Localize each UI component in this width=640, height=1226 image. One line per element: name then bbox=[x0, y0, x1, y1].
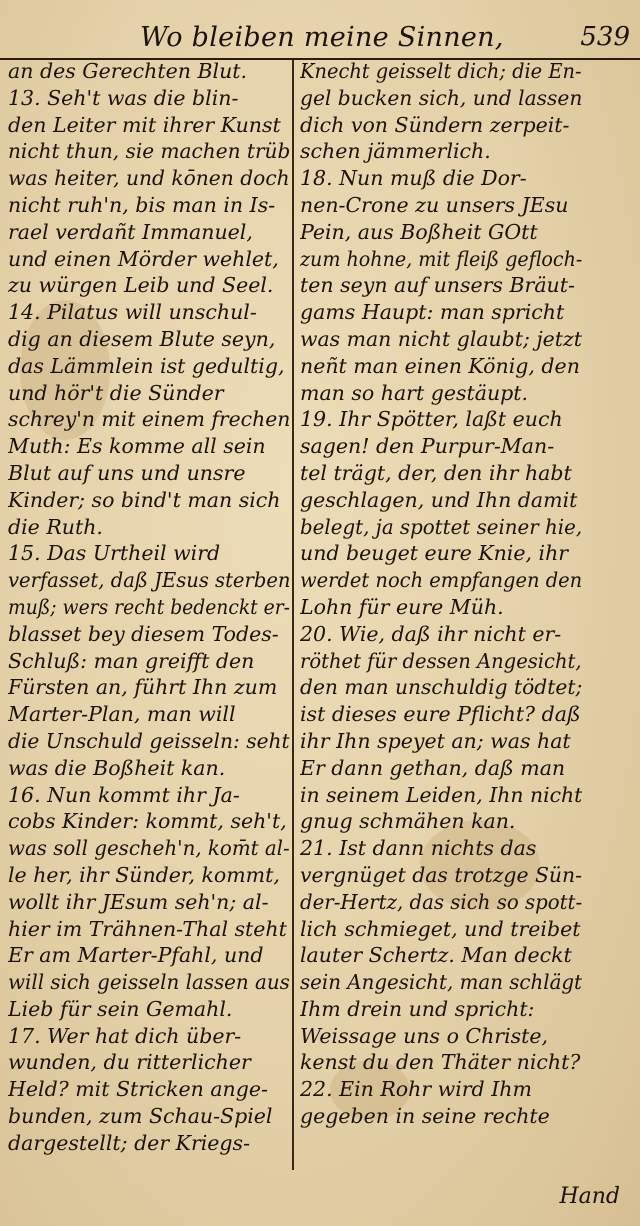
text-line: 13. Seh't was die blin- bbox=[8, 85, 239, 110]
text-line: bunden, zum Schau-Spiel bbox=[8, 1104, 273, 1129]
text-line: was heiter, und kōnen doch bbox=[8, 166, 290, 191]
text-line: nen-Crone zu unsers JEsu bbox=[300, 192, 569, 217]
text-line: neñt man einen König, den bbox=[300, 353, 580, 378]
left-column bbox=[8, 58, 290, 1178]
text-line: nicht ruh'n, bis man in Is- bbox=[8, 192, 276, 217]
text-line: 19. Ihr Spötter, laßt euch bbox=[300, 407, 563, 432]
text-line: und einen Mörder wehlet, bbox=[8, 246, 279, 271]
text-line: 14. Pilatus will unschul- bbox=[8, 300, 257, 325]
page-number: 539 bbox=[580, 22, 630, 52]
right-column bbox=[300, 58, 582, 1178]
page-header bbox=[0, 18, 640, 58]
text-line: blasset bey diesem Todes- bbox=[8, 621, 279, 646]
text-line: dig an diesem Blute seyn, bbox=[8, 326, 276, 351]
text-line: Schluß: man greifft den bbox=[8, 648, 255, 673]
text-line: man so hart gestäupt. bbox=[300, 380, 529, 405]
text-line: werdet noch empfangen den bbox=[300, 568, 582, 593]
text-line: röthet für dessen Angesicht, bbox=[300, 648, 582, 673]
text-line: verfasset, daß JEsus sterben bbox=[8, 568, 291, 593]
text-line: kenst du den Thäter nicht? bbox=[300, 1050, 581, 1075]
text-line: nicht thun, sie machen trüb bbox=[8, 139, 290, 164]
text-line: Er dann gethan, daß man bbox=[300, 755, 566, 780]
text-line: ten seyn auf unsers Bräut- bbox=[300, 273, 575, 298]
text-line: lauter Schertz. Man deckt bbox=[300, 943, 572, 968]
text-line: gnug schmähen kan. bbox=[300, 809, 516, 834]
text-line: gams Haupt: man spricht bbox=[300, 300, 565, 325]
text-line: muß; wers recht bedenckt er- bbox=[8, 594, 291, 619]
text-line: 17. Wer hat dich über- bbox=[8, 1023, 242, 1048]
text-line: gel bucken sich, und lassen bbox=[300, 85, 582, 110]
text-line: sein Angesicht, man schlägt bbox=[300, 970, 583, 995]
text-line: den man unschuldig tödtet; bbox=[300, 675, 582, 700]
text-line: 21. Ist dann nichts das bbox=[300, 836, 537, 861]
text-line: Marter-Plan, man will bbox=[8, 702, 236, 727]
text-line: Kinder; so bind't man sich bbox=[8, 487, 281, 512]
text-line: in seinem Leiden, Ihn nicht bbox=[300, 782, 583, 807]
text-line: vergnüget das trotzge Sün- bbox=[300, 862, 583, 887]
text-line: 15. Das Urtheil wird bbox=[8, 541, 221, 566]
text-line: was soll gescheh'n, kom̄t al- bbox=[8, 836, 290, 861]
text-line: schen jämmerlich. bbox=[300, 139, 491, 164]
text-line: Muth: Es komme all sein bbox=[8, 434, 266, 459]
text-line: der-Hertz, das sich so spott- bbox=[300, 889, 582, 914]
text-line: dargestellt; der Kriegs- bbox=[8, 1130, 251, 1155]
text-line: die Unschuld geisseln: seht bbox=[8, 728, 290, 753]
text-line: Lieb für sein Gemahl. bbox=[8, 996, 233, 1021]
text-line: tel trägt, der, den ihr habt bbox=[300, 460, 572, 485]
text-line: ihr Ihn speyet an; was hat bbox=[300, 728, 571, 753]
text-line: belegt, ja spottet seiner hie, bbox=[300, 514, 583, 539]
text-line: sagen! den Purpur-Man- bbox=[300, 434, 555, 459]
text-line: Ihm drein und spricht: bbox=[300, 996, 535, 1021]
text-line: Lohn für eure Müh. bbox=[300, 594, 504, 619]
text-line: rael verdañt Immanuel, bbox=[8, 219, 253, 244]
text-line: lich schmieget, und treibet bbox=[300, 916, 581, 941]
text-line: wollt ihr JEsum seh'n; al- bbox=[8, 889, 269, 914]
text-line: Pein, aus Boßheit GOtt bbox=[300, 219, 538, 244]
text-line: le her, ihr Sünder, kommt, bbox=[8, 862, 280, 887]
text-line: Er am Marter-Pfahl, und bbox=[8, 943, 264, 968]
text-line: 18. Nun muß die Dor- bbox=[300, 166, 527, 191]
text-line: will sich geisseln lassen aus bbox=[8, 970, 290, 995]
text-line: was man nicht glaubt; jetzt bbox=[300, 326, 582, 351]
text-line: gegeben in seine rechte bbox=[300, 1104, 550, 1129]
text-line: 16. Nun kommt ihr Ja- bbox=[8, 782, 240, 807]
text-line: Held? mit Stricken ange- bbox=[8, 1077, 268, 1102]
text-line: die Ruth. bbox=[8, 514, 103, 539]
text-line: ist dieses eure Pflicht? daß bbox=[300, 702, 581, 727]
text-line: das Lämmlein ist gedultig, bbox=[8, 353, 285, 378]
text-line: cobs Kinder: kommt, seh't, bbox=[8, 809, 287, 834]
column-divider bbox=[292, 60, 294, 1170]
text-line: und beuget eure Knie, ihr bbox=[300, 541, 569, 566]
text-line: Knecht geisselt dich; die En- bbox=[300, 59, 582, 83]
text-line: Fürsten an, führt Ihn zum bbox=[8, 675, 278, 700]
running-title: Wo bleiben meine Sinnen, bbox=[140, 22, 504, 53]
text-line: an des Gerechten Blut. bbox=[8, 59, 248, 83]
text-line: 20. Wie, daß ihr nicht er- bbox=[300, 621, 562, 646]
text-line: schrey'n mit einem frechen bbox=[8, 407, 291, 432]
text-line: was die Boßheit kan. bbox=[8, 755, 226, 780]
text-line: Blut auf uns und unsre bbox=[8, 460, 246, 485]
text-line: 22. Ein Rohr wird Ihm bbox=[300, 1077, 532, 1102]
text-line: den Leiter mit ihrer Kunst bbox=[8, 112, 281, 137]
text-line: geschlagen, und Ihn damit bbox=[300, 487, 578, 512]
text-line: und hör't die Sünder bbox=[8, 380, 224, 405]
text-line: zum hohne, mit fleiß gefloch- bbox=[300, 246, 583, 271]
text-line: Weissage uns o Christe, bbox=[300, 1023, 549, 1048]
text-line: dich von Sündern zerpeit- bbox=[300, 112, 570, 137]
catchword: Hand bbox=[559, 1184, 620, 1209]
text-line: hier im Trähnen-Thal steht bbox=[8, 916, 287, 941]
text-line: wunden, du ritterlicher bbox=[8, 1050, 251, 1075]
text-line: zu würgen Leib und Seel. bbox=[8, 273, 274, 298]
